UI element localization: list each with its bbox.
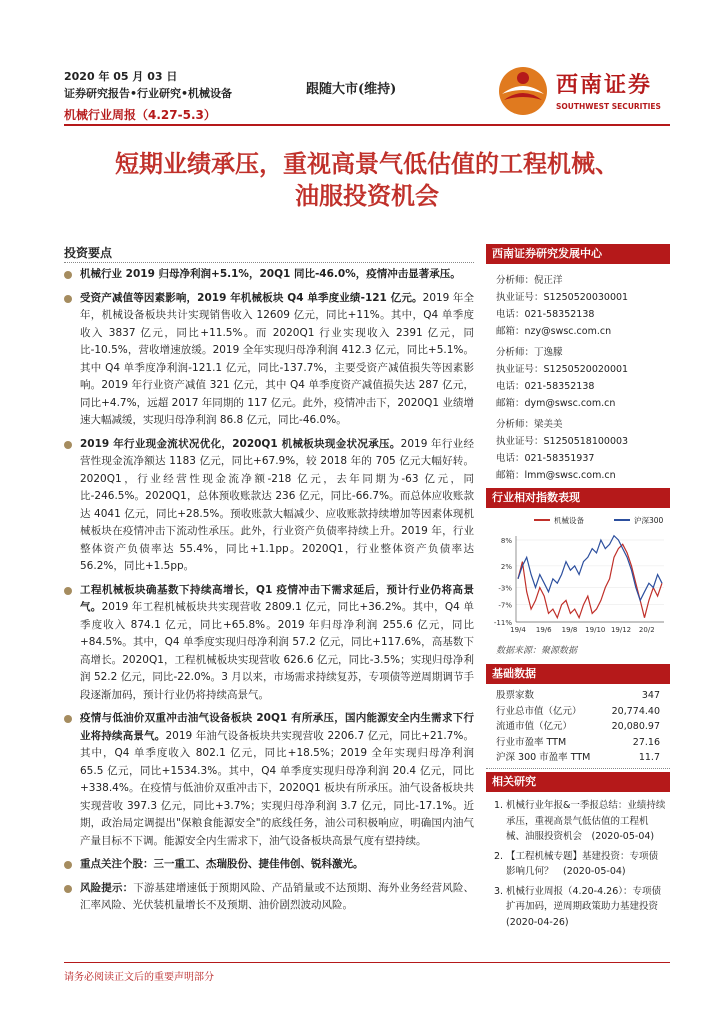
analyst-3-name: 分析师：梁美美 — [496, 419, 563, 430]
analyst-1-name: 分析师：倪正洋 — [496, 275, 563, 286]
series-line-沪深300 — [518, 536, 662, 601]
related-item-2[interactable]: 2. 【工程机械专题】基建投资：专项债影响几何？ (2020-05-04) — [494, 850, 659, 877]
logo-emblem-icon — [496, 64, 550, 118]
y-tick-label: -11% — [493, 619, 512, 627]
basic-data-divider — [486, 768, 670, 769]
page-title — [64, 148, 670, 212]
section-divider — [64, 262, 474, 263]
point-2-body: 2019 年全年，机械设备板块共计实现销售收入 12609 亿元，同比+11%。其中，Q4 单季度收入 3837 亿元，同比+11.5%。而 2020Q1 行业实现收入 2391 亿元，同比-10.5%，营收增速放缓。2019 全年实现归母净利润 412.3 亿元，同比+5.1%。其中 Q4 单季度净利润-121.1 亿元，同比-137.7%，主要受资产减值损失等因素影响。2019 年行业资产减值 321 亿元，其中 Q4 单季度资产减值损失达 287 亿元，同比+4.7%，远超 2017 年同期的 117 亿元。此外，疫情冲击下，2020Q1 业绩增速大幅减缓，实现归母净利润 86.8 亿元，同比-46.0%。 — [80, 291, 475, 426]
research-center-head: 西南证券研究发展中心 — [486, 244, 670, 264]
basic-row — [486, 704, 670, 720]
point-5-body: 2019 年油气设备板块共实现营收 2206.7 亿元，同比+21.7%。其中，Q4 单季度收入 802.1 亿元，同比+18.5%；2019 全年实现归母净利润 65.5 亿元，同比+1534.3%。其中，Q4 单季度实现归母净利润 20.4 亿元，同比+338.4%。在疫情与低油价双重冲击下，2020Q1 板块有所承压。油气设备板块共实现营收 397.3 亿元，同比+3.7%；实现归母净利润 3.7 亿元，同比-17.1%。近期，政治局定调提出"保粮食能源安全"的底线任务，油公司积极响应，明确国内油气产量目标不下调。能源安全内生需求下，油气设备板块高景气度有望持续。 — [80, 729, 474, 847]
related-list — [486, 798, 670, 930]
related-item-2-text: 【工程机械专题】基建投资：专项债影响几何？ (2020-05-04) — [506, 850, 659, 877]
company-logo — [496, 62, 676, 122]
point-5-lead: 疫情与低油价双重冲击油气设备板块 20Q1 有所承压，国内能源安全内生需求下行业将持续高景气。 — [80, 712, 474, 742]
analyst-1-email[interactable]: 邮箱：nzy@swsc.com.cn — [496, 326, 612, 337]
analyst-1-cert: 执业证号：S1250520030001 — [496, 292, 629, 303]
analyst-3-cert: 执业证号：S1250518100003 — [496, 436, 629, 447]
bullet-icon — [64, 587, 72, 595]
legend-label: 机械设备 — [554, 516, 584, 525]
basic-row — [486, 750, 670, 766]
point-2 — [64, 290, 474, 430]
point-3-lead: 2019 年行业现金流状况优化，2020Q1 机械板块现金状况承压。 — [80, 437, 401, 450]
basic-row-value: 20,774.40 — [611, 705, 660, 717]
title-line-2: 油服投资机会 — [295, 181, 439, 210]
basic-row-value: 347 — [641, 690, 660, 701]
point-3-body: 2019 年行业经营性现金流净额达 1183 亿元，同比+67.9%，较 2018 年的 705 亿元大幅好转。2020Q1，行业经营性现金流净额-218 亿元，去年同期为-63 亿元，同比-246.5%。2020Q1，总体预收账款达 236 亿元，同比-66.7%。而总体应收账款达 4041 亿元，同比+28.5%。预收账款大幅减少、应收账款持续增加等因素体现机械板块在疫情冲击下流动性承压。此外，行业资产负债率持续上升。2019 年，行业整体资产负债率达 55.4%，同比+1.1pp。2020Q1，行业整体资产负债率达 56.2%，同比+1.5pp。 — [80, 437, 474, 572]
related-research-panel — [486, 772, 670, 934]
basic-data-table — [486, 688, 670, 769]
related-item-3-text: 机械行业周报（4.20-4.26）：专项债扩再加码，逆周期政策助力基建投资 (2020-04-26) — [506, 885, 668, 928]
x-tick-label: 19/4 — [510, 626, 526, 634]
x-tick-label: 20/2 — [638, 626, 655, 634]
basic-row-label: 流通市值（亿元） — [496, 721, 573, 732]
point-7-body: 下游基建增速低于预期风险、产品销量或不达预期、海外业务经营风险、汇率风险、光伏装机量增长不及预期、油价剧烈波动风险。 — [80, 881, 475, 911]
bullet-icon — [64, 271, 72, 279]
basic-row-label: 行业总市值（亿元） — [496, 705, 582, 717]
point-4-body: 2019 年工程机械板块共实现营收 2809.1 亿元，同比+36.2%。其中，Q4 单季度收入 874.1 亿元，同比+65.8%。2019 年归母净利润 255.6 亿元，同比+84.5%。其中，Q4 单季度实现归母净利润 57.2 亿元，同比+117.6%，高基数下高增长。2020Q1，工程机械板块实现营收 626.6 亿元，同比-3.5%；实现归母净利润 52.2 亿元，同比-22.0%。3 月以来，市场需求持续复苏，专项债等逆周期调节手段逐渐加码，预计行业仍将持续高景气。 — [80, 601, 474, 701]
basic-row-label: 行业市盈率 TTM — [496, 736, 567, 748]
basic-row — [486, 719, 670, 735]
point-4-lead: 工程机械板块确基数下持续高增长，Q1 疫情冲击下需求延后，预计行业仍将高景气。 — [80, 583, 474, 613]
point-4 — [64, 582, 474, 705]
point-6-lead: 重点关注个股：三一重工、杰瑞股份、捷佳伟创、锐科激光。 — [80, 858, 364, 870]
series-line-机械设备 — [518, 544, 662, 617]
investment-points — [64, 266, 474, 921]
chart-panel-head-wrap — [486, 488, 670, 508]
basic-data-head: 基础数据 — [486, 664, 670, 684]
data-source: 数据来源：聚源数据 — [496, 646, 578, 656]
x-tick-label: 19/12 — [610, 626, 632, 634]
footer-disclaimer[interactable]: 请务必阅读正文后的重要声明部分 — [64, 972, 214, 983]
analyst-2-phone: 电话：021-58352138 — [496, 381, 595, 392]
analyst-1-phone: 电话：021-58352138 — [496, 309, 595, 320]
header-divider — [64, 124, 670, 126]
section-title: 投资要点 — [64, 246, 113, 260]
basic-row-value: 20,080.97 — [611, 721, 660, 732]
footer-divider — [64, 962, 670, 963]
legend-label: 沪深300 — [634, 516, 664, 525]
y-tick-label: -3% — [498, 584, 512, 593]
x-tick-label: 19/10 — [585, 626, 606, 634]
research-center-panel — [486, 244, 670, 484]
point-7 — [64, 880, 474, 915]
basic-row-value: 27.16 — [632, 736, 660, 748]
analyst-2-email[interactable]: 邮箱：dym@swsc.com.cn — [496, 398, 616, 409]
x-tick-label: 19/8 — [561, 626, 578, 634]
bullet-icon — [64, 295, 72, 303]
bullet-icon — [64, 885, 72, 893]
point-7-lead: 风险提示： — [80, 881, 134, 894]
point-6 — [64, 856, 474, 874]
index-chart-svg — [486, 510, 670, 640]
rating: 跟随大市(维持) — [306, 82, 397, 97]
y-tick-label: 8% — [500, 537, 512, 545]
report-date: 2020 年 05 月 03 日 — [64, 70, 178, 83]
related-item-3[interactable]: 3. 机械行业周报（4.20-4.26）：专项债扩再加码，逆周期政策助力基建投资 (2020-04-26) — [494, 885, 668, 928]
point-3 — [64, 436, 474, 576]
analyst-2-name: 分析师：丁逸朦 — [496, 347, 563, 358]
analyst-3-phone: 电话：021-58351937 — [496, 453, 595, 464]
chart-panel-head: 行业相对指数表现 — [486, 488, 670, 508]
bullet-icon — [64, 441, 72, 449]
point-5 — [64, 710, 474, 850]
y-tick-label: -7% — [498, 601, 512, 610]
title-line-1: 短期业绩承压，重视高景气低估值的工程机械、 — [115, 149, 619, 178]
analyst-list — [486, 272, 670, 484]
basic-row — [486, 688, 670, 704]
report-name: 机械行业周报（4.27-5.3） — [64, 108, 216, 122]
bullet-icon — [64, 715, 72, 723]
related-item-1-text: 机械行业年报&一季报总结：业绩持续承压，重视高景气低估值的工程机械、油服投资机会 (2020-05-04) — [506, 800, 666, 842]
related-item-1[interactable]: 1. 机械行业年报&一季报总结：业绩持续承压，重视高景气低估值的工程机械、油服投资机会 (2020-05-04) — [494, 800, 666, 842]
bullet-icon — [64, 861, 72, 869]
analyst-3-email[interactable]: 邮箱：lmm@swsc.com.cn — [496, 470, 616, 481]
basic-data-panel — [486, 664, 670, 771]
basic-row-value: 11.7 — [638, 752, 660, 763]
basic-row-label: 股票家数 — [496, 690, 535, 701]
report-category: 证券研究报告•行业研究•机械设备 — [64, 87, 233, 100]
related-research-head: 相关研究 — [486, 772, 670, 792]
index-chart — [486, 510, 670, 640]
y-tick-label: 2% — [500, 562, 512, 571]
point-1-lead: 机械行业 2019 归母净利润+5.1%，20Q1 同比-46.0%，疫情冲击显著承压。 — [80, 268, 461, 280]
basic-row-label: 沪深 300 市盈率 TTM — [496, 752, 591, 763]
logo-chinese-text: 西南证券 — [556, 72, 653, 98]
x-tick-label: 19/6 — [535, 626, 552, 634]
point-1 — [64, 266, 474, 284]
logo-english-text: SOUTHWEST SECURITIES — [556, 102, 661, 111]
analyst-2-cert: 执业证号：S1250520020001 — [496, 364, 629, 375]
basic-row — [486, 735, 670, 751]
point-2-lead: 受资产减值等因素影响，2019 年机械板块 Q4 单季度业绩-121 亿元。 — [80, 291, 423, 304]
